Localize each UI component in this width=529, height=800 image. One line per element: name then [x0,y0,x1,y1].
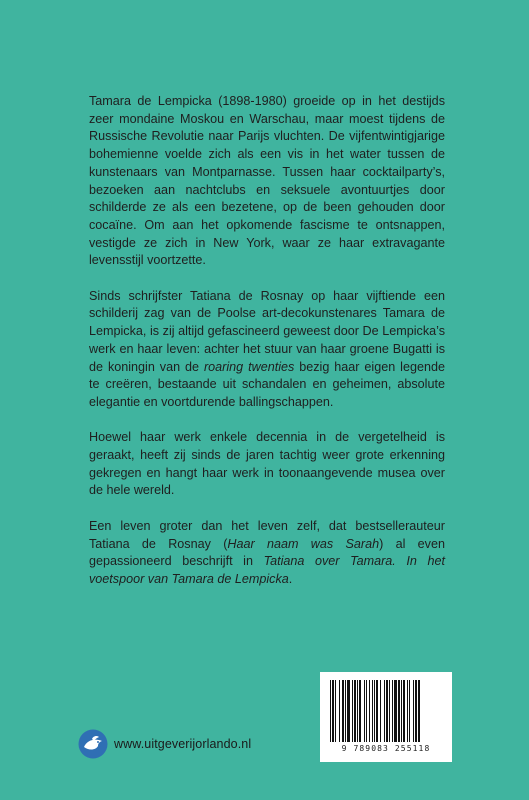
bird-logo-icon [78,729,108,759]
paragraph-1 [89,93,445,270]
paragraph-4 [89,518,445,589]
barcode-bar [401,680,402,742]
barcode-bar [359,680,361,742]
paragraph-2-segment: Sinds schrijfster Tatiana de Rosnay op haar vijftiende een schilderij zag van de Poolse art-decokunstenares Tamara de Lempicka, is zij altijd gefascineerd geweest door De Lempicka’s werk en haar leven: achter het stuur van haar groene Bugatti is de koningin van de [89,288,445,374]
barcode-bar [339,680,340,742]
barcode-bar [413,680,414,742]
barcode-bar [366,680,367,742]
paragraph-4-segment: Tatiana over Tamara. In het voetspoor van Tamara de Lempicka [89,554,445,586]
publisher-url[interactable]: www.uitgeverijorlando.nl [114,737,252,751]
barcode-bar [372,680,373,742]
barcode-bar [384,680,385,742]
barcode-bar [389,680,390,742]
barcode-bar [357,680,358,742]
paragraph-2 [89,288,445,412]
barcode-bar [369,680,370,742]
barcode-bar [347,680,350,742]
barcode-bar [354,680,356,742]
barcode-bar [342,680,344,742]
paragraph-3 [89,429,445,500]
paragraph-2-segment: bezig haar eigen legende te creëren, bestaande uit schandalen en geheimen, absolute elegantie en voortdurende ballingschappen. [89,359,445,409]
barcode-bar [398,680,400,742]
barcode-bar [352,680,353,742]
paragraph-4-segment: Haar naam was Sarah [227,536,380,551]
paragraph-4-segment: Een leven groter dan het leven zelf, dat bestsellerauteur Tatiana de Rosnay ( [89,518,445,551]
isbn-barcode [320,672,452,762]
back-cover-text [89,93,445,589]
barcode-bar [345,680,346,742]
barcode-bar [364,680,365,742]
barcode-bar [374,680,375,742]
barcode-bar [394,680,397,742]
barcode-bar [392,680,393,742]
paragraph-1-segment: Tamara de Lempicka (1898-1980) groeide op in het destijds zeer mondaine Moskou en Warschau, maar moest tijdens de Russische Revolutie naar Parijs vluchten. De vijfentwintigjarige bohemienne voelde zich als een vis in het water tussen de kunstenaars van Montparnasse. Tussen haar cocktailparty’s, bezoeken aan nachtclubs en seksuele avontuurtjes door schilderde ze als een bezetene, op de been gehouden door cocaïne. Om aan het opkomende fascisme te ontsnappen, vestigde ze zich in New York, waar ze haar extravagante levensstijl voortzette. [89,94,445,268]
paragraph-2-segment: roaring twenties [203,359,295,374]
barcode-bars [330,680,442,742]
barcode-bar [418,680,420,742]
paragraph-3-segment: Hoewel haar werk enkele decennia in de vergetelheid is geraakt, heeft zij sinds de jaren tachtig weer grote erkenning gekregen en hangt haar werk in toonaangevende musea over de hele wereld. [89,430,445,498]
paragraph-4-segment: . [288,571,293,586]
barcode-bar [407,680,408,742]
barcode-bar [332,680,334,742]
publisher [78,729,251,759]
barcode-bar [409,680,410,742]
barcode-bar [335,680,336,742]
barcode-bar [380,680,381,742]
barcode-bar [415,680,417,742]
barcode-bar [403,680,405,742]
barcode-bar [376,680,378,742]
barcode-bar [330,680,331,742]
barcode-bar [386,680,388,742]
isbn-number: 9 789083 255118 [341,744,431,753]
paragraph-4-segment: ) al even gepassioneerd beschrijft in [89,536,445,569]
